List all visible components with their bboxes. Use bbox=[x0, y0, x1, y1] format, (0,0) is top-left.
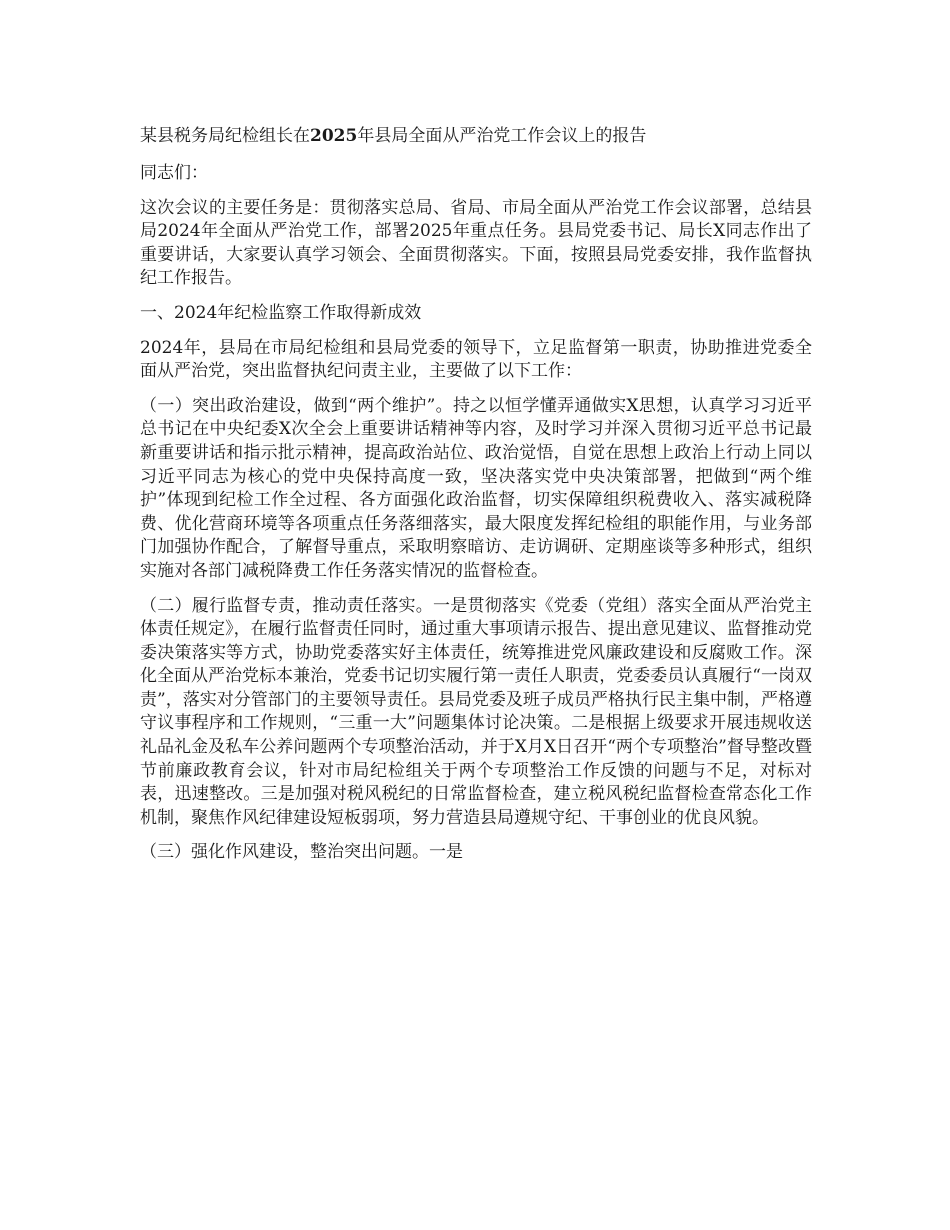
paragraph-item-1: （一）突出政治建设，做到“两个维护”。持之以恒学懂弄通做实X思想，认真学习习近平总书记在中央纪委X次全会上重要讲话精神等内容，及时学习并深入贯彻习近平总书记最新重要讲话和指示批示精神，提高政治站位、政治觉悟，自觉在思想上政治上行动上同以习近平同志为核心的党中央保持高度一致，坚决落实党中央决策部署，把做到“两个维护”体现到纪检工作全过程、各方面强化政治监督，切实保障组织税费收入、落实减税降费、优化营商环境等各项重点任务落细落实，最大限度发挥纪检组的职能作用，与业务部门加强协作配合，了解督导重点，采取明察暗访、走访调研、定期座谈等多种形式，组织实施对各部门减税降费工作任务落实情况的监督检查。 bbox=[140, 395, 812, 581]
title-suffix: 年县局全面从严治党工作会议上的报告 bbox=[357, 126, 647, 146]
section-heading-1: 一、2024年纪检监察工作取得新成效 bbox=[140, 302, 422, 323]
greeting: 同志们： bbox=[140, 163, 208, 183]
paragraph-intro: 这次会议的主要任务是：贯彻落实总局、省局、市局全面从严治党工作会议部署，总结县局2024年全面从严治党工作，部署2025年重点任务。县局党委书记、局长X同志作出了重要讲话，大家要认真学习领会、全面贯彻落实。下面，按照县局党委安排，我作监督执纪工作报告。 bbox=[140, 197, 812, 289]
paragraph-item-3: （三）强化作风建设，整治突出问题。一是 bbox=[140, 842, 463, 863]
document-page bbox=[140, 124, 812, 876]
document-title bbox=[140, 124, 812, 148]
title-prefix: 某县税务局纪检组长在 bbox=[140, 126, 310, 146]
paragraph-summary: 2024年，县局在市局纪检组和县局党委的领导下，立足监督第一职责，协助推进党委全面从严治党，突出监督执纪问责主业，主要做了以下工作： bbox=[140, 337, 812, 382]
paragraph-item-2: （二）履行监督专责，推动责任落实。一是贯彻落实《党委（党组）落实全面从严治党主体责任规定》，在履行监督责任同时，通过重大事项请示报告、提出意见建议、监督推动党委决策落实等方式，协助党委落实好主体责任，统筹推进党风廉政建设和反腐败工作。深化全面从严治党标本兼治，党委书记切实履行第一责任人职责，党委委员认真履行“一岗双责”，落实对分管部门的主要领导责任。县局党委及班子成员严格执行民主集中制，严格遵守议事程序和工作规则，“三重一大”问题集体讨论决策。二是根据上级要求开展违规收送礼品礼金及私车公养问题两个专项整治活动，并于X月X日召开“两个专项整治”督导整改暨节前廉政教育会议，针对市局纪检组关于两个专项整治工作反馈的问题与不足，对标对表，迅速整改。三是加强对税风税纪的日常监督检查，建立税风税纪监督检查常态化工作机制，聚焦作风纪律建设短板弱项，努力营造县局遵规守纪、干事创业的优良风貌。 bbox=[140, 595, 812, 828]
title-year: 2025 bbox=[310, 126, 358, 146]
